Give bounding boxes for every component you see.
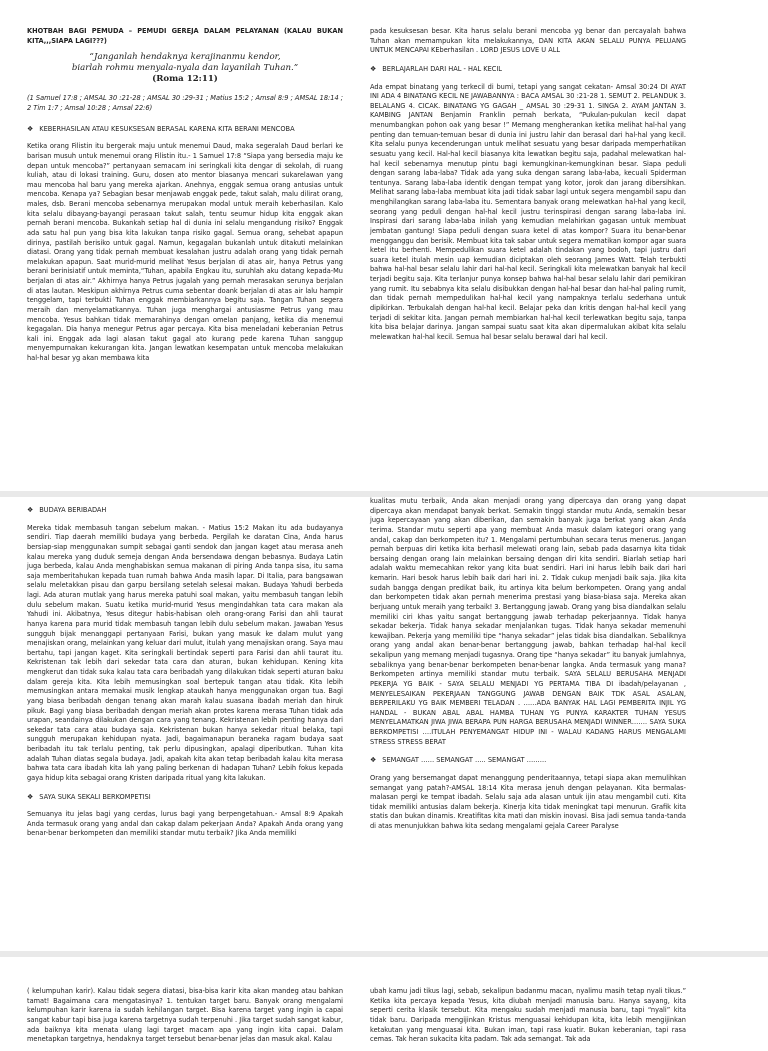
diamond-bullet-icon: ❖: [27, 506, 34, 514]
page-3-right-column: [370, 987, 686, 1051]
section-1-body: Ketika orang Filistin itu bergerak maju untuk menemui Daud, maka segeralah Daud berlari ke barisan musuh untuk menemui orang Filistin itu.- 1 Samuel 17:8 “Siapa yang bersedia maju ke depan untuk mencoba?” pertanyaan semacam ini seringkali kita dengar di sekolah, di ruang kuliah, atau di lokasi training. Guru, dosen ato mentor biasanya mencari sukarelawan yang mau mencoba hal baru yang mereka ajarkan. Anehnya, enggak semua orang antusias untuk mencoba. Kenapa ya? Sebagian besar menjawab enggak pede, takut salah, malu dilirat orang, males, dsb. Berani mencoba sebenarnya merupakan modal untuk meraih keberhasilan. Kalo kita selalu dibayang-bayangi perasaan takut salah, tentu seumur hidup kita enggak akan pernah berani mencoba. Bukankah setiap hal di dunia ini selalu mengandung risiko? Enggak ada satu hal pun yang bisa kita lakukan tanpa risiko gagal. Semua orang, sehebat apapun dirinya, pastilah berisiko untuk gagal. Namun, kegagalan bukanlah untuk ditakuti melainkan diatasi. Orang yang tidak pernah membuat kesalahan justru adalah orang yang tidak pernah melakukan apapun. Saat murid-murid melihat Yesus berjalan di atas air, hanya Petrus yang berani berinisiatif untuk meminta,“Tuhan, apabila Engkau itu, suruhlah aku datang kepada-Mu berjalan di atas air.” Akhirnya hanya Petrus jugalah yang pernah merasakan serunya berjalan di atas lautan. Meskipun akhirnya Petrus cuma sebentar doank berjalan di atas air lalu hampir tenggelam, tapi terbukti Tuhan enggak membiarkannya begitu saja. Tangan Tuhan segera meraih dan menyelamatkannya. Tuhan juga menghargai antusiasme Petrus yang mau mencoba. Yesus bahkan tidak memarahinya dengan omelan panjang, ketika dia menemui kegagalan. Dia hanya menegur Petrus agar percaya. Kita bisa meneladani keberanian Petrus kali ini. Enggak ada lagi alasan takut gagal ato kurang pede karena Tuhan sanggup menyempurnakan kekurangan kita. Jangan lewatkan kesempatan untuk mencoba melakukan hal-hal besar yg akan membawa kita: [27, 142, 343, 363]
diamond-bullet-icon: ❖: [27, 792, 34, 801]
section-1-continuation: pada kesuksesan besar. Kita harus selalu berani mencoba yg benar dan percayalah bahwa Tuhan akan memampukan kita melakukannya, DAN KITA AKAN SELALU PUNYA PELUANG UNTUK MENCAPAI KEberhasilan . LORD JESUS LOVE U ALL: [370, 27, 686, 55]
section-heading-2: ❖ BERLAJARLAH DARI HAL - HAL KECIL: [370, 64, 502, 73]
scripture-references: (1 Samuel 17:8 ; AMSAL 30 :21-28 ; AMSAL 30 :29-31 ; Matius 15:2 ; Amsal 8:9 ; AMSAL 18:14 ; 2 Tim 1:7 ; Amsal 10:28 ; Amsal 22:6): [27, 94, 343, 113]
document-page-2: [0, 497, 768, 957]
section-heading-1: ❖ KEBERHASILAN ATAU KESUKSESAN BERASAL KARENA KITA BERANI MENCOBA: [27, 124, 295, 133]
document-page-1: [0, 0, 768, 497]
section-heading-5: ❖ SEMANGAT …… SEMANGAT ….. SEMANGAT ………: [370, 756, 547, 765]
verse-line-1: “Janganlah hendaknya kerajinanmu kendor,: [89, 52, 281, 63]
page-2-right-column: [370, 497, 686, 838]
section-3-body: Mereka tidak membasuh tangan sebelum makan. - Matius 15:2 Makan itu ada budayanya sendiri. Tiap daerah memiliki budaya yang berbeda. Pergilah ke daratan Cina, Anda harus bersiap-siap menggunakan sumpit sebagai ganti sendok dan jangan kaget atau merasa aneh kalau mereka yang duduk semeja dengan Anda bersendawa dengan bebasnya. Budaya Latin juga berbeda, kalau Anda menghabiskan semua makanan di piring Anda tanpa sisa, itu sama saja memberitahukan kepada tuan rumah bahwa Anda masih lapar. Di Italia, para bangsawan selalu meletakkan pisau dan garpu bersilang setelah selesai makan. Budaya Yahudi berbeda lagi. Ada aturan mutlak yang harus mereka patuhi soal makan, yaitu membasuh tangan lebih dulu sebelum makan. Suatu ketika murid-murid Yesus mengindahkan tata cara makan ala Yahudi ini. Akibatnya, Yesus ditegur habis-habisan oleh orang-orang Farisi dan ahli taurat hanya karena para murid tidak membasuh tangan lebih dulu sebelum makan. Jawaban Yesus sungguh bijak menanggapi pertanyaan Farisi, bukan yang masuk ke dalam mulut yang menajiskan orang, melainkan yang keluar dari mulut, itulah yang menajiskan orang. Saya mau bertahu, tapi jangan kaget. Kita seringkali bertindak seperti para Farisi dan ahli taurat itu. Kekristenan tak lebih dari sekedar tata cara dan aturan, bukan kehidupan. Kening kita mengkerut dan tidak suka kalau tata cara beribadah yang dilakukan tidak seperti aturan baku dalam gereja kita. Kita lebih memusingkan soal bertepuk tangan atau tidak. Kita lebih memusingkan antara memakai musik lengkap ataukah hanya menggunakan organ tua. Bagi yang biasa beribadah dengan tenang akan marah kalau suasana ibadah meriah dan hiruk pikuk. Bagi yang biasa beribadah dengan meriah akan protes karena merasa Tuhan tidak ada urapan, seandainya dilakukan dengan cara yang tenang. Kekristenan lebih penting hanya dari sekedar tata cara atau budaya saja. Kekristenan bukan hanya sekedar ritual belaka, tapi sungguh merupakan kehidupan nyata. Jadi, bagaimanapun beraneka ragam budaya saat beribadah itu tak terlalu penting, tak perlu dipusingkan, apalagi dipeributkan. Tuhan kita adalah Tuhan diatas segala budaya. Jadi, apakah kita akan tetap beribadah kalau kita merasa bahwa tata cara ibadah kita lah yang paling berkenan di hadapan Tuhan? Lebih fokus kepada gaya hidup kita sebagai orang Kristen daripada ritual yang kita lakukan.: [27, 523, 343, 782]
diamond-bullet-icon: ❖: [370, 756, 377, 765]
page-1-left-column: [27, 27, 343, 370]
section-heading-3: ❖ BUDAYA BERIBADAH: [27, 506, 107, 514]
page-2-left-column: [27, 497, 343, 845]
section-6-continuation: ubah kamu jadi tikus lagi, sebab, sekalipun badanmu macan, nyalimu masih tetap nyali tikus.” Ketika kita percaya kepada Yesus, kita diubah menjadi manusia baru. Hanya sayang, kita seperti cerita klasik tersebut. Kita mengaku sudah menjadi manusia baru, tapi “nyali” kita tidak baru. Daripada mengijinkan Kristus menguasai kehidupan kita, kita lebih mengijinkan ketakutan yang menguasai kita. Bukan iman, tapi rasa kuatir. Bukan keberanian, tapi rasa cemas. Tak heran sukacita kita padam. Tak ada semangat. Tak ada: [370, 987, 686, 1044]
verse-reference: (Roma 12:11): [152, 73, 218, 84]
opening-verse: [27, 52, 343, 84]
page-1-right-column: [370, 27, 686, 348]
section-4-body: Semuanya itu jelas bagi yang cerdas, lurus bagi yang berpengetahuan.- Amsal 8:9 Apakah Anda termasuk orang yang andal dan cakap dalam pekerjaan Anda? Apakah Anda orang yang benar-benar berkompeten dan memiliki standar mutu terbaik? Jika Anda memiliki: [27, 810, 343, 838]
document-title: KHOTBAH BAGI PEMUDA – PEMUDI GEREJA DALAM PELAYANAN (KALAU BUKAN KITA,,,SIAPA LAGI???): [27, 27, 343, 45]
verse-line-2: biarlah rohmu menyala-nyala dan layanilah Tuhan.”: [71, 62, 299, 73]
section-heading-4: ❖ SAYA SUKA SEKALI BERKOMPETISI: [27, 792, 151, 801]
document-page-3: [0, 957, 768, 1044]
page-3-left-column: [27, 987, 343, 1051]
diamond-bullet-icon: ❖: [27, 124, 34, 133]
section-5-continuation: ( kelumpuhan karir). Kalau tidak segera diatasi, bisa-bisa karir kita akan mandeg atau bahkan tamat! Bagaimana cara mengatasinya? 1. tentukan target baru. Banyak orang mengalami kelumpuhan karir karena ia sudah kehilangan target. Bisa karena target yang ingin ia capai sangat kabur tapi bisa juga karena targetnya sudah terpenuhi . Jika target sudah sangat kabur, ada baiknya kita menata ulang lagi target macam apa yang ingin kita capai. Dalam menetapkan targetnya, hendaknya target tersebut benar-benar jelas dan masuk akal. Kalau: [27, 987, 343, 1044]
section-5-body: Orang yang bersemangat dapat menanggung penderitaannya, tetapi siapa akan memulihkan semangat yang patah?-AMSAL 18:14 Kita merasa jenuh dengan pelayanan. Kita bermalas-malasan pergi ke tempat ibadah. Selalu saja ada alasan untuk ijin atau mengambil cuti. Kita tidak memiliki antusias dalam bekerja. Kinerja kita tidak meningkat tapi menurun. Grafik kita statis dan bukan dinamis. Kreatifitas kita mati dan miskin inovasi. Bisa jadi semua tanda-tanda di atas menunjukkan bahwa kita sedang mengalami gejala Career Paralyse: [370, 773, 686, 830]
diamond-bullet-icon: ❖: [370, 64, 377, 73]
section-4-continuation: kualitas mutu terbaik, Anda akan menjadi orang yang dipercaya dan orang yang dapat dipercaya akan mendapat banyak berkat. Semakin tinggi standar mutu Anda, semakin besar juga kepercayaan yang akan diberikan, dan semakin banyak juga berkat yang akan Anda terima. Standar mutu seperti apa yang membuat Anda masuk dalam kategori orang yang andal, cakap dan berkompeten itu? 1. Mengalami pertumbuhan secara terus menerus. Jangan pernah berpuas diri ketika kita berhasil melewati orang lain, sebab pada dasarnya kita tidak bersaing dengan orang lain melainkan bersaing dengan diri kita sendiri. Biarlah setiap hari adalah waktu memecahkan rekor yang kita buat sendiri. Hari ini harus lebih baik dari hari kemarin. Hari besok harus lebih baik dari hari ini. 2. Tidak cukup menjadi baik saja. Jika kita sudah bangga dengan predikat baik, itu artinya kita belum berkompeten. Orang yang andal dan berkompeten tidak akan pernah menerima prestasi yang biasa-biasa saja. Mereka akan berjuang untuk meraih yang terbaik! 3. Bertanggung jawab. Orang yang bisa diandalkan selalu memiliki ciri khas yaitu sangat bertanggung jawab terhadap pekerjaannya. Tidak hanya sekadar bekerja. Tidak hanya sekadar menjalankan tugas. Tidak hanya sekadar memenuhi kewajiban. Pekerja yang memiliki tipe “hanya sekadar” jelas tidak bisa diandalkan. Sebaliknya orang yang andal akan benar-benar bertanggung jawab, bahkan terhadap hal-hal kecil sekalipun yang memang menjadi tugasnya. Orang tipe “hanya sekadar” itu banyak jumlahnya, sebaliknya yang benar-benar berkompeten benar-benar langka. Anda termasuk yang mana? Berkompeten artinya memiliki standar mutu terbaik. SAYA SELALU BERUSAHA MENJADI PEKERJA YG BAIK - SAYA SELALU MENJADI YG PERTAMA TIBA DI ibadah/pelayanan , MENYELESAIKAN PEKERJAAN TANGGUNG JAWAB DENGAN BAIK TDK ASAL ASALAN, BERPERILAKU YG BAIK MEMBERI TELADAN . ……ADA BANYAK HAL LAGI PEMBERITA INJIL YG HANDAL - BUKAN ABAL ABAL HAMBA TUHAN YG PUNYA KARAKTER TUHAN YESUS MENYELAMATKAN JIWA JIWA BERAPA PUN HARGA BERUSAHA MENJADI WINNER……. SAYA SUKA BERKOMPETISI ….ITULAH PENYEMANGAT HIDUP INI - WALAU KADANG HARUS MENGALAMI STRESS STRESS BERAT: [370, 497, 686, 746]
section-2-body: Ada empat binatang yang terkecil di bumi, tetapi yang sangat cekatan- Amsal 30:24 DI AYAT INI ADA 4 BINATANG KECIL NE JAWABANNYA : BACA AMSAL 30 :21-28 1. SEMUT 2. PELANDUK 3. BELALANG 4. CICAK. BINATANG YG GAGAH _ AMSAL 30 :29-31 1. SINGA 2. AYAM JANTAN 3. KAMBING JANTAN Benjamin Franklin pernah berkata, “Pukulan-pukulan kecil dapat menumbangkan pohon oak yang besar !” Memang mengherankan ketika melihat hal-hal yang penting dan temuan-temuan besar di dunia ini justru lahir dan berasal dari hal-hal yang kecil. Kita selalu punya kecenderungan untuk melihat sesuatu yang besar daripada memperhatikan sesuatu yang kecil. Hal-hal kecil biasanya kita lewatkan begitu saja, padahal melewatkan hal-hal kecil sebenarnya menutup pintu bagi kemungkinan-kemungkinan besar. Siapa peduli dengan sarang laba-laba? Tidak ada yang suka dengan sarang laba-laba, kecuali Spiderman tentunya. Sarang laba-laba identik dengan tempat yang kotor, jorok dan jarang dibersihkan. Melihat sarang laba-laba membuat kita jadi tidak sabar lagi untuk segera mengambil sapu dan menghilangkan sarang laba-laba itu. Sementara banyak orang melewatkan hal-hal yang kecil, seorang yang peduli dengan hal-hal kecil justru terinspirasi dengan sarang laba-laba ini. Inspirasi dari sarang laba-laba inilah yang kemudian melahirkan gagasan untuk membuat jembatan gantung! Siapa peduli dengan suara ketel di atas kompor? Suara itu benar-benar mengganggu dan berisik. Membuat kita tak sabar untuk segera mematikan kompor agar suara ketel itu berhenti. Mempedulikan suara ketel adalah tindakan yang bodoh, tapi justru dari suara ketel itulah mesin uap kemudian diciptakan oleh seorang James Watt. Telah terbukti bahwa hal-hal besar selalu lahir dari hal-hal kecil. Seringkali kita melewatkan banyak hal kecil terjadi begitu saja. Kita terlanjur punya konsep bahwa hal-hal besar selalu lahir dari pemikiran yang rumit. Itu sebabnya kita selalu disibukkan dengan hal-hal besar dan hal-hal paling rumit, dan tidak pernah mempedulikan hal-hal kecil yang nampaknya terlalu sederhana untuk dipikirkan. Terbukalah dengan hal-hal kecil. Belajar peka dan kritis dengan hal-hal kecil yang terjadi di sekitar kita. Jangan pernah membiarkan hal-hal kecil terlewatkan begitu saja, tanpa kita bisa belajar darinya. Jangan sampai suatu saat kita akan dipermalukan akibat kita selalu melewatkan hal-hal kecil. Semua hal besar selalu berawal dari hal kecil.: [370, 82, 686, 341]
